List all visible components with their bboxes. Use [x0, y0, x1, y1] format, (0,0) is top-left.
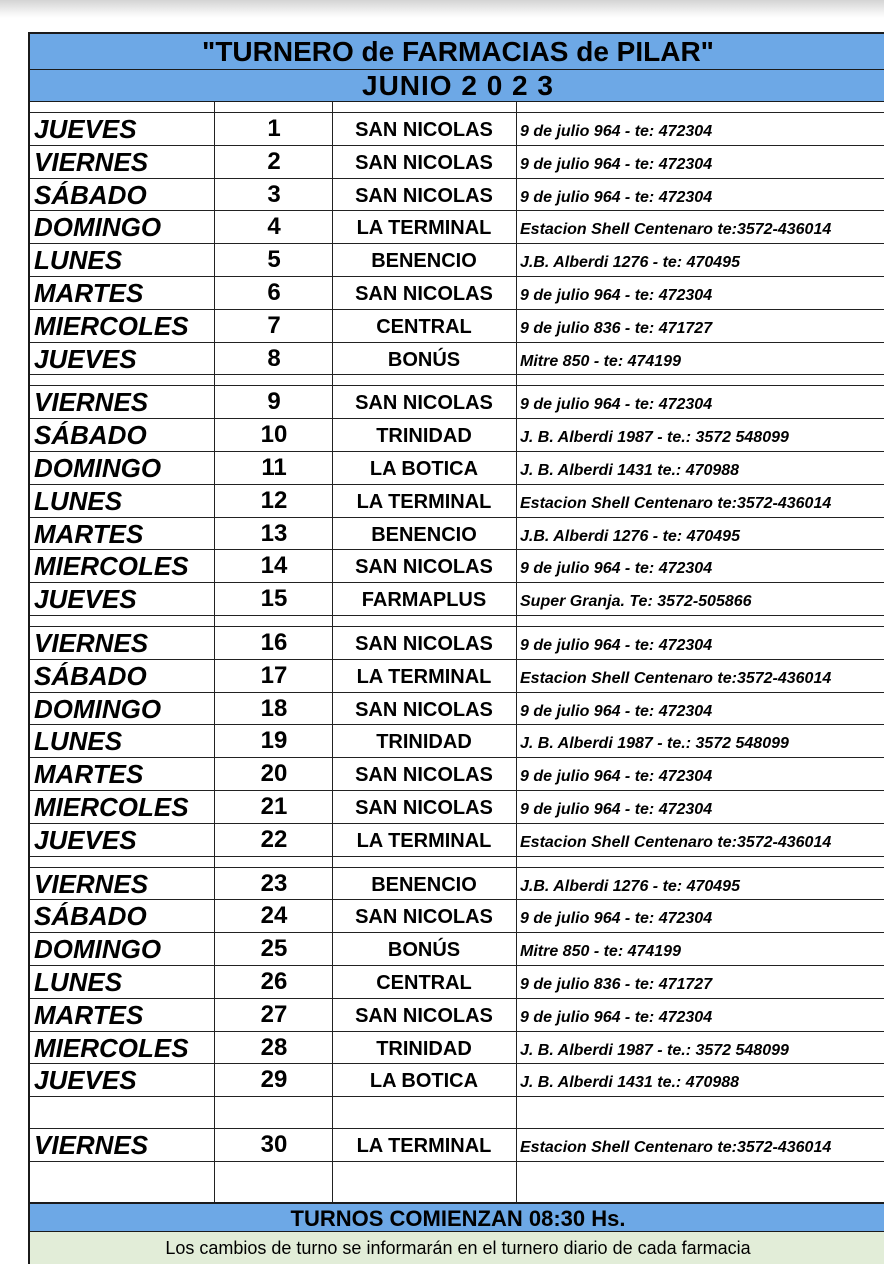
pharmacy-cell: BENENCIO: [371, 873, 477, 896]
schedule-row: [30, 900, 884, 933]
address-cell: J. B. Alberdi 1987 - te.: 3572 548099: [520, 1041, 789, 1059]
date-cell: 20: [260, 760, 288, 788]
date-cell: 17: [260, 661, 288, 689]
date-cell: 10: [260, 421, 288, 449]
schedule-row: [30, 824, 884, 857]
day-cell: SÁBADO: [34, 660, 147, 691]
address-cell: Estacion Shell Centenaro te:3572-436014: [520, 669, 832, 687]
schedule-row: [30, 343, 884, 376]
day-cell: SÁBADO: [34, 179, 147, 210]
schedule-row: [30, 627, 884, 660]
date-cell: 30: [260, 1131, 288, 1159]
pharmacy-cell: SAN NICOLAS: [355, 797, 493, 819]
day-cell: VIERNES: [34, 1130, 149, 1161]
pharmacy-cell: TRINIDAD: [376, 425, 472, 448]
date-cell: 6: [267, 279, 281, 306]
day-cell: LUNES: [34, 967, 123, 997]
address-cell: Super Granja. Te: 3572-505866: [520, 593, 752, 611]
day-cell: JUEVES: [34, 343, 137, 374]
pharmacy-cell: SAN NICOLAS: [355, 119, 493, 141]
pharmacy-cell: SAN NICOLAS: [355, 184, 493, 207]
pharmacy-cell: SAN NICOLAS: [355, 151, 493, 174]
date-cell: 7: [267, 311, 281, 339]
schedule-month: JUNIO 2 0 2 3: [30, 70, 884, 102]
schedule-row: [30, 660, 884, 693]
pharmacy-cell: BENENCIO: [371, 523, 477, 546]
date-cell: 3: [267, 180, 281, 208]
address-cell: 9 de julio 964 - te: 472304: [520, 637, 713, 654]
address-cell: 9 de julio 964 - te: 472304: [520, 188, 713, 206]
day-cell: MARTES: [34, 759, 144, 790]
schedule-row: [30, 179, 884, 212]
date-cell: 5: [267, 246, 281, 274]
pharmacy-cell: SAN NICOLAS: [355, 633, 493, 655]
address-cell: Estacion Shell Centenaro te:3572-436014: [520, 1139, 832, 1157]
day-cell: MIERCOLES: [34, 551, 189, 582]
address-cell: J.B. Alberdi 1276 - te: 470495: [520, 527, 740, 545]
day-cell: VIERNES: [34, 868, 149, 899]
pharmacy-cell: LA TERMINAL: [356, 665, 492, 688]
pharmacy-cell: LA TERMINAL: [356, 490, 492, 513]
address-cell: 9 de julio 964 - te: 472304: [520, 910, 713, 928]
address-cell: 9 de julio 964 - te: 472304: [520, 560, 713, 578]
address-cell: 9 de julio 964 - te: 472304: [520, 123, 713, 140]
pharmacy-cell: TRINIDAD: [376, 731, 472, 754]
address-cell: 9 de julio 836 - te: 471727: [520, 976, 713, 993]
address-cell: 9 de julio 836 - te: 471727: [520, 319, 713, 337]
schedule-row: [30, 277, 884, 310]
day-cell: DOMINGO: [34, 693, 162, 724]
date-cell: 14: [260, 552, 288, 580]
schedule-row: [30, 518, 884, 551]
schedule-row: [30, 419, 884, 452]
day-cell: JUEVES: [34, 824, 137, 855]
day-cell: DOMINGO: [34, 212, 162, 243]
spacer-row: [30, 375, 884, 386]
date-cell: 11: [261, 454, 287, 481]
address-cell: J. B. Alberdi 1987 - te.: 3572 548099: [520, 429, 789, 447]
date-cell: 8: [267, 344, 281, 372]
day-cell: JUEVES: [34, 114, 137, 144]
date-cell: 27: [260, 1000, 288, 1028]
date-cell: 18: [260, 694, 288, 722]
address-cell: J. B. Alberdi 1987 - te.: 3572 548099: [520, 735, 789, 753]
day-cell: LUNES: [34, 245, 123, 276]
pharmacy-cell: LA BOTICA: [369, 458, 479, 480]
day-cell: LUNES: [34, 485, 123, 516]
spacer-row: [30, 616, 884, 627]
address-cell: 9 de julio 964 - te: 472304: [520, 768, 713, 786]
pharmacy-cell: CENTRAL: [376, 315, 472, 338]
day-cell: DOMINGO: [34, 934, 162, 965]
pharmacy-cell: BONÚS: [387, 939, 461, 962]
schedule-row: [30, 310, 884, 343]
pharmacy-cell: BONÚS: [387, 348, 461, 371]
schedule-note: Los cambios de turno se informarán en el turnero diario de cada farmacia: [30, 1232, 884, 1264]
date-cell: 25: [260, 935, 288, 963]
address-cell: 9 de julio 964 - te: 472304: [520, 702, 713, 720]
day-cell: SÁBADO: [34, 420, 147, 451]
date-cell: 16: [260, 629, 288, 656]
date-cell: 2: [267, 147, 281, 175]
address-cell: 9 de julio 964 - te: 472304: [520, 287, 713, 304]
schedule-row: [30, 386, 884, 419]
day-cell: MARTES: [34, 999, 144, 1030]
address-cell: Estacion Shell Centenaro te:3572-436014: [520, 494, 832, 512]
date-cell: 24: [260, 902, 288, 930]
day-cell: VIERNES: [34, 628, 149, 658]
address-cell: 9 de julio 964 - te: 472304: [520, 155, 713, 173]
address-cell: Estacion Shell Centenaro te:3572-436014: [520, 833, 832, 851]
day-cell: MIERCOLES: [34, 1032, 189, 1063]
pharmacy-cell: SAN NICOLAS: [355, 698, 493, 721]
address-cell: 9 de julio 964 - te: 472304: [520, 1008, 713, 1026]
address-cell: Mitre 850 - te: 474199: [520, 352, 681, 370]
day-cell: VIERNES: [34, 146, 149, 177]
spacer-row: [30, 857, 884, 868]
address-cell: 9 de julio 964 - te: 472304: [520, 801, 713, 818]
address-cell: 9 de julio 964 - te: 472304: [520, 396, 713, 414]
date-cell: 4: [267, 213, 281, 241]
schedule-row: [30, 966, 884, 999]
schedule-row: [30, 1064, 884, 1097]
date-cell: 21: [260, 793, 288, 820]
day-cell: VIERNES: [34, 387, 149, 418]
day-cell: LUNES: [34, 726, 123, 757]
date-cell: 26: [260, 968, 288, 995]
schedule-row: [30, 1032, 884, 1065]
schedule-row: [30, 868, 884, 901]
pharmacy-cell: CENTRAL: [376, 972, 472, 994]
day-cell: SÁBADO: [34, 901, 147, 932]
pharmacy-cell: SAN NICOLAS: [355, 906, 493, 929]
spacer-row: [30, 1162, 884, 1202]
address-cell: J. B. Alberdi 1431 te.: 470988: [520, 462, 740, 479]
pharmacy-cell: TRINIDAD: [376, 1037, 472, 1060]
day-cell: MARTES: [34, 278, 144, 308]
schedule-title: "TURNERO de FARMACIAS de PILAR": [30, 34, 884, 70]
day-cell: JUEVES: [34, 584, 137, 615]
spacer-row: [30, 1097, 884, 1129]
day-cell: DOMINGO: [34, 453, 162, 483]
schedule-row: [30, 999, 884, 1032]
pharmacy-cell: LA TERMINAL: [356, 217, 492, 240]
schedule-row: [30, 1129, 884, 1162]
pharmacy-schedule-sheet: [28, 32, 884, 1264]
address-cell: J.B. Alberdi 1276 - te: 470495: [520, 877, 740, 895]
date-cell: 12: [260, 486, 288, 514]
schedule-row: [30, 146, 884, 179]
date-cell: 1: [267, 115, 281, 142]
schedule-row: [30, 791, 884, 824]
schedule-row: [30, 725, 884, 758]
schedule-row: [30, 244, 884, 277]
schedule-row: [30, 758, 884, 791]
pharmacy-cell: SAN NICOLAS: [355, 1004, 493, 1027]
pharmacy-cell: SAN NICOLAS: [355, 392, 493, 415]
date-cell: 28: [260, 1033, 288, 1061]
date-cell: 19: [260, 727, 288, 755]
date-cell: 15: [260, 585, 288, 613]
day-cell: MARTES: [34, 518, 144, 549]
screen-top-shadow: [0, 0, 884, 18]
date-cell: 9: [267, 388, 281, 416]
schedule-start-time: TURNOS COMIENZAN 08:30 Hs.: [30, 1202, 884, 1232]
schedule-row: [30, 452, 884, 485]
pharmacy-cell: SAN NICOLAS: [355, 556, 493, 579]
schedule-row: [30, 583, 884, 616]
address-cell: Estacion Shell Centenaro te:3572-436014: [520, 221, 832, 239]
pharmacy-cell: LA TERMINAL: [356, 1135, 492, 1158]
pharmacy-cell: FARMAPLUS: [361, 589, 487, 612]
day-cell: MIERCOLES: [34, 310, 189, 341]
date-cell: 29: [260, 1066, 288, 1094]
date-cell: 23: [260, 869, 288, 897]
pharmacy-cell: BENENCIO: [371, 250, 477, 273]
schedule-row: [30, 693, 884, 726]
pharmacy-cell: SAN NICOLAS: [355, 283, 493, 305]
pharmacy-cell: SAN NICOLAS: [355, 764, 493, 787]
date-cell: 22: [260, 825, 288, 853]
address-cell: J.B. Alberdi 1276 - te: 470495: [520, 254, 740, 272]
address-cell: Mitre 850 - te: 474199: [520, 943, 681, 961]
spacer-row: [30, 102, 884, 113]
pharmacy-cell: LA TERMINAL: [356, 829, 492, 852]
pharmacy-cell: LA BOTICA: [369, 1070, 479, 1093]
date-cell: 13: [260, 519, 288, 547]
address-cell: J. B. Alberdi 1431 te.: 470988: [520, 1074, 740, 1092]
schedule-row: [30, 211, 884, 244]
schedule-row: [30, 485, 884, 518]
day-cell: JUEVES: [34, 1065, 137, 1096]
day-cell: MIERCOLES: [34, 792, 189, 822]
schedule-row: [30, 113, 884, 146]
schedule-row: [30, 550, 884, 583]
schedule-row: [30, 933, 884, 966]
